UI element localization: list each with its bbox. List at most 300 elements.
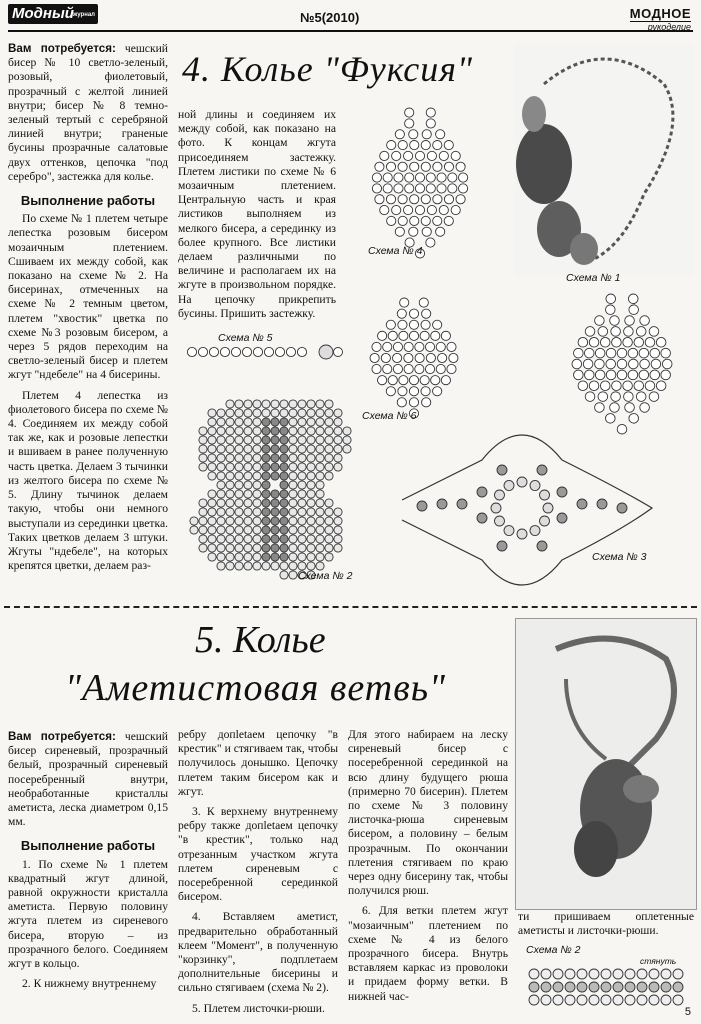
bead bbox=[262, 562, 270, 570]
bead bbox=[409, 309, 418, 318]
bead bbox=[383, 364, 392, 373]
bead bbox=[226, 436, 234, 444]
bead bbox=[398, 195, 407, 204]
bead bbox=[242, 347, 251, 356]
bead bbox=[386, 162, 395, 171]
bead bbox=[280, 436, 288, 444]
bead bbox=[289, 562, 297, 570]
work-heading: Выполнение работы bbox=[20, 193, 156, 209]
necklace-illustration bbox=[514, 44, 694, 276]
scheme-2-caption-article2: Схема № 2 bbox=[526, 944, 581, 956]
bead bbox=[637, 982, 647, 992]
bead bbox=[415, 342, 424, 351]
bead bbox=[334, 445, 342, 453]
bead bbox=[422, 309, 431, 318]
bead bbox=[217, 508, 225, 516]
bead bbox=[634, 381, 644, 391]
bead bbox=[441, 331, 450, 340]
bead bbox=[378, 331, 387, 340]
bead bbox=[577, 499, 587, 509]
bead bbox=[298, 427, 306, 435]
bead bbox=[226, 544, 234, 552]
bead bbox=[244, 517, 252, 525]
bead bbox=[661, 995, 671, 1005]
bead bbox=[398, 140, 407, 149]
bead bbox=[403, 205, 412, 214]
bead bbox=[307, 517, 315, 525]
bead bbox=[226, 553, 234, 561]
bead bbox=[448, 173, 457, 182]
bead bbox=[208, 427, 216, 435]
bead bbox=[437, 184, 446, 193]
bead bbox=[386, 195, 395, 204]
scheme-5-diagram bbox=[186, 344, 346, 360]
bead bbox=[289, 454, 297, 462]
bead bbox=[334, 454, 342, 462]
bead bbox=[494, 490, 504, 500]
bead bbox=[433, 320, 442, 329]
scheme-6-caption: Схема № 6 bbox=[362, 410, 417, 422]
bead bbox=[244, 535, 252, 543]
bead bbox=[217, 454, 225, 462]
bead bbox=[244, 427, 252, 435]
bead bbox=[264, 347, 273, 356]
bead bbox=[383, 342, 392, 351]
bead bbox=[456, 162, 465, 171]
bead bbox=[199, 436, 207, 444]
bead bbox=[208, 490, 216, 498]
bead bbox=[606, 348, 616, 358]
bead bbox=[244, 499, 252, 507]
article1-column-1 bbox=[8, 42, 168, 579]
bead bbox=[400, 298, 409, 307]
bead bbox=[517, 529, 527, 539]
bead bbox=[235, 400, 243, 408]
bead bbox=[190, 517, 198, 525]
bead bbox=[316, 517, 324, 525]
bead bbox=[253, 481, 261, 489]
bead bbox=[634, 337, 644, 347]
bead bbox=[244, 418, 252, 426]
bead bbox=[420, 331, 429, 340]
bead bbox=[433, 387, 442, 396]
bead bbox=[208, 526, 216, 534]
bead bbox=[325, 517, 333, 525]
bead bbox=[447, 342, 456, 351]
bead bbox=[673, 982, 683, 992]
bead bbox=[280, 445, 288, 453]
bead bbox=[577, 969, 587, 979]
bead bbox=[640, 359, 650, 369]
bead bbox=[606, 359, 616, 369]
bead bbox=[316, 490, 324, 498]
page-number: 5 bbox=[684, 1006, 691, 1018]
bead bbox=[651, 359, 661, 369]
bead bbox=[307, 553, 315, 561]
bead bbox=[606, 305, 616, 315]
scheme-5-caption: Схема № 5 bbox=[218, 332, 273, 344]
bead bbox=[410, 140, 419, 149]
bead bbox=[235, 409, 243, 417]
bead bbox=[244, 409, 252, 417]
bead bbox=[426, 184, 435, 193]
bead bbox=[405, 173, 414, 182]
bead bbox=[458, 173, 467, 182]
bead bbox=[611, 392, 621, 402]
paragraph: ребру допletаем цепочку "в крестик" и стягиваем так, чтобы получилось донышко. Цепочку плетем таким бисером как и жгут. bbox=[178, 728, 338, 798]
bead bbox=[624, 327, 634, 337]
bead bbox=[316, 436, 324, 444]
bead bbox=[557, 487, 567, 497]
bead bbox=[530, 526, 540, 536]
bead bbox=[316, 427, 324, 435]
bead bbox=[625, 969, 635, 979]
bead bbox=[598, 327, 608, 337]
bead bbox=[649, 969, 659, 979]
bead bbox=[645, 381, 655, 391]
bead bbox=[226, 517, 234, 525]
paragraph: ной длины и соединяем их между собой, как показано на фото. К концам жгута присоединяем застежку. Плетем листики по схеме № 6 мозаичным плетением. Центральную часть и края листиков выполняем из мелкого бисера, а серединку из более крупного. Все листики делаем различными по величине и располагаем их на жгуте в произвольном порядке. На цепочку прикрепить бусины. Пришить застежку. bbox=[178, 108, 336, 320]
bead bbox=[235, 472, 243, 480]
bead bbox=[286, 347, 295, 356]
bead bbox=[289, 490, 297, 498]
bead bbox=[271, 427, 279, 435]
bead bbox=[410, 216, 419, 225]
bead bbox=[217, 418, 225, 426]
bead bbox=[307, 418, 315, 426]
bead bbox=[415, 184, 424, 193]
bead bbox=[253, 490, 261, 498]
bead bbox=[543, 503, 553, 513]
bead bbox=[656, 381, 666, 391]
bead bbox=[235, 427, 243, 435]
paragraph: 1. По схеме № 1 плетем квадратный жгут длиной, равной окружности кристалла аметиста. Первую половину жгута плетем из сиреневого бисера, вторую – из прозрачного белого. Соединяем жгут в кольцо. bbox=[8, 857, 168, 971]
bead bbox=[316, 508, 324, 516]
article2-column-1 bbox=[8, 730, 168, 997]
bead bbox=[208, 445, 216, 453]
bead bbox=[307, 436, 315, 444]
bead bbox=[289, 427, 297, 435]
bead bbox=[611, 327, 621, 337]
bead bbox=[235, 526, 243, 534]
bead bbox=[448, 184, 457, 193]
bead bbox=[253, 517, 261, 525]
bead bbox=[394, 184, 403, 193]
bead bbox=[235, 553, 243, 561]
bead bbox=[208, 508, 216, 516]
bead bbox=[289, 418, 297, 426]
bead bbox=[589, 969, 599, 979]
bead bbox=[325, 454, 333, 462]
bead bbox=[636, 392, 646, 402]
bead bbox=[325, 418, 333, 426]
bead bbox=[529, 982, 539, 992]
scheme-4-caption: Схема № 4 bbox=[368, 245, 423, 257]
bead bbox=[583, 359, 593, 369]
bead bbox=[217, 445, 225, 453]
bead bbox=[334, 427, 342, 435]
bead bbox=[383, 184, 392, 193]
bead bbox=[298, 535, 306, 543]
bead bbox=[325, 400, 333, 408]
bead bbox=[577, 982, 587, 992]
bead bbox=[298, 553, 306, 561]
bead bbox=[662, 359, 672, 369]
bead bbox=[217, 517, 225, 525]
bead bbox=[387, 140, 396, 149]
bead bbox=[595, 359, 605, 369]
bead bbox=[298, 400, 306, 408]
bead bbox=[289, 499, 297, 507]
bead bbox=[595, 348, 605, 358]
bead bbox=[325, 526, 333, 534]
bead bbox=[334, 409, 342, 417]
bead bbox=[316, 418, 324, 426]
bead bbox=[253, 472, 261, 480]
bead bbox=[217, 463, 225, 471]
bead bbox=[226, 535, 234, 543]
bead bbox=[271, 418, 279, 426]
bead bbox=[280, 481, 288, 489]
bead bbox=[307, 526, 315, 534]
bead bbox=[645, 337, 655, 347]
pull-caption: стянуть bbox=[640, 956, 677, 966]
bead bbox=[393, 342, 402, 351]
bead bbox=[529, 969, 539, 979]
bead bbox=[393, 353, 402, 362]
work-heading: Выполнение работы bbox=[20, 838, 156, 854]
bead bbox=[395, 130, 404, 139]
bead bbox=[316, 562, 324, 570]
bead bbox=[316, 445, 324, 453]
bead bbox=[537, 465, 547, 475]
bead bbox=[280, 472, 288, 480]
bead bbox=[253, 526, 261, 534]
bead bbox=[289, 553, 297, 561]
bead bbox=[637, 995, 647, 1005]
bead bbox=[606, 294, 616, 304]
bead bbox=[405, 119, 414, 128]
bead bbox=[421, 320, 430, 329]
bead bbox=[244, 454, 252, 462]
necklace-illustration bbox=[516, 619, 696, 909]
bead bbox=[398, 162, 407, 171]
bead bbox=[409, 130, 418, 139]
bead bbox=[289, 508, 297, 516]
bead bbox=[262, 454, 270, 462]
bead bbox=[517, 477, 527, 487]
bead bbox=[307, 454, 315, 462]
bead bbox=[617, 503, 627, 513]
bead bbox=[262, 544, 270, 552]
bead bbox=[316, 499, 324, 507]
bead bbox=[262, 481, 270, 489]
bead bbox=[198, 347, 207, 356]
bead bbox=[650, 370, 660, 380]
bead bbox=[217, 490, 225, 498]
issue-number: №5(2010) bbox=[300, 10, 360, 25]
bead bbox=[289, 445, 297, 453]
bead bbox=[409, 376, 418, 385]
bead bbox=[325, 445, 333, 453]
magazine-logo: Модный журнал bbox=[8, 4, 98, 24]
paragraph: Плетем 4 лепестка из фиолетового бисера по схеме № 4. Соединяем их между собой так же, как и розовые лепестки и вшиваем в ранее полученную часть цветка. Делаем 3 тычинки из желтого бисера по схеме № 5. Длину тычинок делаем такую, чтобы они немного выступали из серединки цветка. Таких цветков делаем 3 штуки. Жгуты "ндебеле", на которых крепятся цветки, делаем раз- bbox=[8, 388, 168, 573]
bead bbox=[419, 298, 428, 307]
bead bbox=[262, 526, 270, 534]
bead bbox=[395, 227, 404, 236]
bead bbox=[298, 445, 306, 453]
bead bbox=[226, 499, 234, 507]
bead bbox=[208, 472, 216, 480]
bead bbox=[280, 418, 288, 426]
bead bbox=[497, 465, 507, 475]
bead bbox=[439, 205, 448, 214]
bead bbox=[226, 400, 234, 408]
bead bbox=[208, 454, 216, 462]
bead bbox=[595, 370, 605, 380]
bead bbox=[504, 526, 514, 536]
bead bbox=[456, 195, 465, 204]
paragraph: ти пришиваем оплетенные аметисты и листочки-рюши. bbox=[518, 910, 694, 938]
bead bbox=[477, 513, 487, 523]
bead bbox=[444, 216, 453, 225]
bead bbox=[208, 418, 216, 426]
bead bbox=[421, 162, 430, 171]
bead bbox=[606, 370, 616, 380]
bead bbox=[649, 327, 659, 337]
bead bbox=[253, 427, 261, 435]
bead bbox=[565, 995, 575, 1005]
paragraph: По схеме № 1 плетем четыре лепестка розовым бисером мозаичным плетением. Сшиваем их между собой, как показано на схеме № 2. На бисеринах, отмеченных на схеме № 2 темным цветом, плетем "хвостик" цветка по схеме №3 розовым бисером, а через 5 рядов переходим на светло-зеленый бисер и плетем жгут "ндебеле" на 4 бисерины. bbox=[8, 212, 168, 382]
bead bbox=[297, 347, 306, 356]
bead bbox=[235, 490, 243, 498]
bead bbox=[208, 409, 216, 417]
bead bbox=[262, 409, 270, 417]
bead bbox=[271, 553, 279, 561]
bead bbox=[280, 517, 288, 525]
bead bbox=[589, 995, 599, 1005]
scheme-3-caption: Схема № 3 bbox=[592, 551, 647, 563]
bead bbox=[405, 184, 414, 193]
bead bbox=[316, 553, 324, 561]
bead bbox=[343, 427, 351, 435]
bead bbox=[316, 481, 324, 489]
bead bbox=[253, 535, 261, 543]
bead bbox=[199, 526, 207, 534]
bead bbox=[436, 227, 445, 236]
bead bbox=[334, 436, 342, 444]
scheme-2-caption: Схема № 2 bbox=[298, 570, 353, 582]
bead bbox=[420, 376, 429, 385]
bead bbox=[372, 184, 381, 193]
bead bbox=[600, 337, 610, 347]
bead bbox=[451, 205, 460, 214]
bead bbox=[208, 517, 216, 525]
bead bbox=[398, 320, 407, 329]
bead bbox=[271, 562, 279, 570]
bead bbox=[316, 472, 324, 480]
bead bbox=[235, 544, 243, 552]
bead bbox=[271, 499, 279, 507]
bead bbox=[451, 151, 460, 160]
bead bbox=[187, 347, 196, 356]
bead bbox=[280, 499, 288, 507]
bead bbox=[316, 454, 324, 462]
bead bbox=[649, 982, 659, 992]
scheme-1-caption: Схема № 1 bbox=[566, 272, 621, 284]
bead bbox=[271, 400, 279, 408]
bead bbox=[280, 400, 288, 408]
bead bbox=[415, 151, 424, 160]
bead bbox=[289, 517, 297, 525]
bead bbox=[217, 544, 225, 552]
bead bbox=[298, 436, 306, 444]
bead bbox=[253, 400, 261, 408]
bead bbox=[595, 316, 605, 326]
bead bbox=[262, 436, 270, 444]
bead bbox=[598, 392, 608, 402]
bead bbox=[409, 398, 418, 407]
bead bbox=[334, 418, 342, 426]
bead bbox=[553, 969, 563, 979]
necklace-photo-amethyst bbox=[515, 618, 697, 910]
bead bbox=[217, 553, 225, 561]
bead bbox=[649, 392, 659, 402]
bead bbox=[325, 409, 333, 417]
bead bbox=[289, 571, 297, 579]
bead bbox=[504, 480, 514, 490]
bead bbox=[307, 472, 315, 480]
bead bbox=[271, 454, 279, 462]
bead bbox=[437, 499, 447, 509]
bead bbox=[577, 995, 587, 1005]
bead bbox=[541, 995, 551, 1005]
brand-label: МОДНОЕ рукоделие bbox=[629, 6, 691, 32]
bead bbox=[595, 403, 605, 413]
bead bbox=[628, 348, 638, 358]
bead bbox=[610, 316, 620, 326]
bead bbox=[380, 205, 389, 214]
scheme-6-diagram bbox=[370, 298, 458, 418]
bead bbox=[271, 544, 279, 552]
bead bbox=[673, 995, 683, 1005]
bead bbox=[334, 463, 342, 471]
bead bbox=[280, 508, 288, 516]
paragraph: 6. Для ветки плетем жгут "мозаичным" плетением по схеме № 4 из белого прозрачного бисера. Внутрь вставляем каркас из проволоки и придаем форму ветки. В нижней час- bbox=[348, 904, 508, 1003]
bead bbox=[235, 499, 243, 507]
bead bbox=[422, 130, 431, 139]
bead bbox=[244, 481, 252, 489]
bead bbox=[271, 535, 279, 543]
bead bbox=[280, 553, 288, 561]
bead bbox=[381, 353, 390, 362]
bead bbox=[244, 553, 252, 561]
bead bbox=[572, 359, 582, 369]
bead bbox=[378, 376, 387, 385]
bead bbox=[601, 982, 611, 992]
bead bbox=[275, 347, 284, 356]
bead bbox=[375, 195, 384, 204]
bead bbox=[612, 381, 622, 391]
bead bbox=[585, 392, 595, 402]
bead bbox=[325, 472, 333, 480]
bead bbox=[640, 403, 650, 413]
bead bbox=[199, 427, 207, 435]
bead bbox=[613, 969, 623, 979]
bead bbox=[271, 463, 279, 471]
bead bbox=[457, 499, 467, 509]
bead bbox=[220, 347, 229, 356]
